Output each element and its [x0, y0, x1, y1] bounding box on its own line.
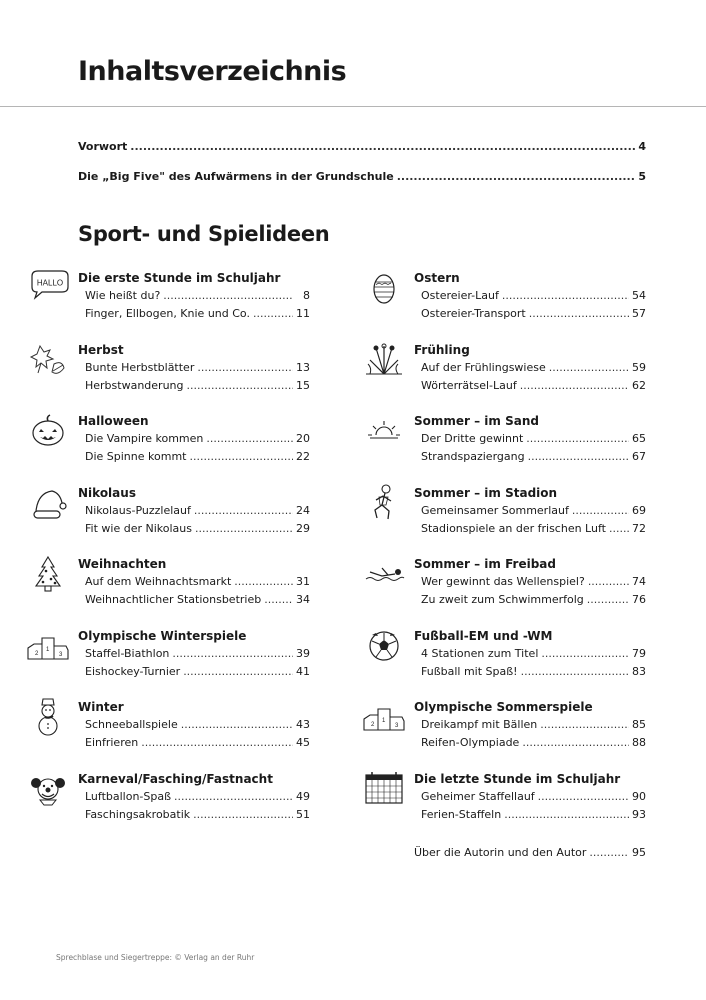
- page-number: 59: [632, 360, 646, 374]
- spring-flowers-icon: [362, 340, 406, 380]
- page-number: 43: [296, 718, 310, 731]
- dot-leader: [588, 573, 629, 591]
- toc-column-right: [371, 270, 646, 842]
- toc-entry-title: Reifen-Olympiade: [421, 736, 520, 749]
- page-number: 67: [632, 450, 646, 463]
- chapter-title[interactable]: Sommer – im Sand: [414, 414, 539, 428]
- dot-leader: [183, 663, 293, 681]
- page-number: 4: [638, 140, 646, 153]
- chapter-title[interactable]: Fußball-EM und -WM: [414, 628, 553, 643]
- toc-entry-title: Luftballon-Spaß: [85, 789, 172, 803]
- svg-text:2: 2: [371, 722, 375, 728]
- toc-entry[interactable]: [78, 377, 310, 395]
- toc-entry-title: Faschingsakrobatik: [85, 807, 191, 821]
- chapter-title[interactable]: Herbst: [78, 342, 124, 357]
- toc-entry[interactable]: [78, 663, 310, 681]
- dot-leader: [141, 734, 293, 752]
- toc-entry[interactable]: [414, 788, 646, 806]
- toc-entry[interactable]: [78, 430, 310, 448]
- dot-leader: [521, 663, 629, 681]
- chapter-title[interactable]: Die letzte Stunde im Schuljahr: [414, 771, 621, 786]
- toc-entry-title: Fit wie der Nikolaus: [85, 521, 192, 535]
- page-number: 41: [296, 664, 310, 678]
- toc-entry-title: Auf dem Weihnachtsmarkt: [85, 575, 232, 588]
- page-number: 22: [296, 450, 310, 463]
- section-heading: Sport- und Spielideen: [78, 222, 330, 246]
- toc-entry-author-note[interactable]: [414, 844, 646, 862]
- toc-entry-title: Stadionspiele an der frischen Luft: [421, 521, 606, 535]
- toc-entry-big-five[interactable]: [78, 170, 646, 200]
- toc-entry-title: 4 Stationen zum Titel: [421, 646, 539, 660]
- dot-leader: [206, 430, 293, 448]
- toc-entry[interactable]: [414, 448, 646, 466]
- page-title: Inhaltsverzeichnis: [78, 56, 347, 87]
- toc-entry[interactable]: [414, 305, 646, 323]
- dot-leader: [587, 591, 629, 609]
- toc-entry[interactable]: [414, 359, 646, 377]
- toc-chapter: [414, 771, 646, 843]
- toc-entry[interactable]: [414, 377, 646, 395]
- dot-leader: [174, 788, 293, 806]
- pumpkin-icon: [26, 411, 70, 451]
- page-number: 8: [303, 289, 310, 302]
- toc-entry[interactable]: [78, 502, 310, 520]
- toc-entry[interactable]: [78, 788, 310, 806]
- toc-entry-title: Geheimer Staffellauf: [421, 789, 535, 803]
- christmas-tree-icon: [26, 554, 70, 594]
- toc-entry-title: Die Spinne kommt: [85, 450, 187, 463]
- page-number: 13: [296, 360, 310, 374]
- page-number: 95: [632, 846, 646, 859]
- toc-entry-title: Herbstwanderung: [85, 378, 184, 392]
- page-number: 69: [632, 503, 646, 517]
- toc-entry[interactable]: [414, 734, 646, 752]
- clown-icon: [26, 769, 70, 809]
- toc-entry[interactable]: [414, 573, 646, 591]
- toc-chapter: [36, 270, 310, 342]
- chapter-title[interactable]: Frühling: [414, 342, 470, 357]
- page-number: 49: [296, 789, 310, 803]
- toc-entry[interactable]: [414, 287, 646, 305]
- chapter-title[interactable]: Olympische Sommerspiele: [414, 700, 593, 714]
- football-icon: [362, 626, 406, 666]
- page-number: 79: [632, 646, 646, 660]
- toc-entry[interactable]: [78, 520, 310, 538]
- dot-leader: [130, 140, 635, 153]
- dot-leader: [589, 844, 629, 862]
- toc-chapter: [78, 413, 310, 485]
- toc-chapter: [78, 556, 310, 628]
- podium-icon: [26, 626, 70, 666]
- title-divider: [0, 106, 706, 107]
- chapter-title[interactable]: Die erste Stunde im Schuljahr: [78, 271, 281, 285]
- toc-entry-title: Wie heißt du?: [85, 289, 161, 302]
- toc-entry-title: Über die Autorin und den Autor: [414, 846, 587, 859]
- toc-chapter: [414, 413, 646, 485]
- page-number: 57: [632, 307, 646, 320]
- page-number: 85: [632, 718, 646, 731]
- page-number: 51: [296, 807, 310, 821]
- dot-leader: [195, 520, 293, 538]
- dot-leader: [181, 716, 293, 734]
- dot-leader: [538, 788, 629, 806]
- speech-bubble-text: HALLO: [36, 278, 64, 288]
- page-number: 83: [632, 664, 646, 678]
- toc-entry-title: Eishockey-Turnier: [85, 664, 181, 678]
- toc-entry-title: Fußball mit Spaß!: [421, 664, 518, 678]
- toc-entry[interactable]: [78, 573, 310, 591]
- intro-list: [78, 140, 646, 200]
- toc-entry-title: Strandspaziergang: [421, 450, 525, 463]
- chapter-title[interactable]: Olympische Winterspiele: [78, 628, 247, 643]
- dot-leader: [549, 359, 629, 377]
- page-number: 54: [632, 289, 646, 302]
- page-number: 11: [296, 307, 310, 320]
- toc-entry-title: Einfrieren: [85, 736, 139, 749]
- toc-entry[interactable]: [414, 430, 646, 448]
- toc-entry-title: Auf der Frühlingswiese: [421, 360, 546, 374]
- toc-chapter: [414, 628, 646, 700]
- toc-entry-title: Nikolaus-Puzzlelauf: [85, 503, 191, 517]
- toc-entry-title: Ostereier-Lauf: [421, 289, 499, 302]
- runner-icon: [362, 483, 406, 523]
- toc-entry[interactable]: [78, 305, 310, 323]
- toc-entry-title: Ostereier-Transport: [421, 307, 526, 320]
- toc-chapter: [414, 556, 646, 628]
- toc-entry[interactable]: [78, 448, 310, 466]
- toc-entry[interactable]: [78, 359, 310, 377]
- toc-entry-title: Weihnachtlicher Stationsbetrieb: [85, 593, 262, 606]
- snowman-icon: [26, 697, 70, 737]
- toc-entry[interactable]: [414, 645, 646, 663]
- chapter-title[interactable]: Weihnachten: [78, 557, 167, 571]
- podium-icon: [362, 697, 406, 737]
- dot-leader: [609, 520, 629, 538]
- toc-entry-title: Wörterrätsel-Lauf: [421, 378, 517, 392]
- autumn-leaves-icon: [26, 340, 70, 380]
- toc-chapter: [35, 628, 310, 700]
- dot-leader: [187, 377, 294, 395]
- toc-entry[interactable]: [414, 591, 646, 609]
- toc-entry[interactable]: [78, 734, 310, 752]
- santa-hat-icon: [26, 483, 70, 523]
- dot-leader: [264, 591, 293, 609]
- toc-chapter: [414, 342, 646, 414]
- dot-leader: [520, 377, 629, 395]
- svg-text:1: 1: [382, 718, 386, 724]
- toc-entry[interactable]: [414, 502, 646, 520]
- toc-column-left: [35, 270, 310, 842]
- toc-entry-vorwort[interactable]: [78, 140, 646, 170]
- toc-entry[interactable]: [78, 645, 310, 663]
- toc-entry-title: Schneeballspiele: [85, 718, 178, 731]
- speech-bubble-icon: [26, 268, 70, 308]
- dot-leader: [194, 502, 293, 520]
- chapter-title[interactable]: Winter: [78, 700, 124, 714]
- dot-leader: [541, 645, 629, 663]
- page-number: 20: [296, 432, 310, 445]
- chapter-title[interactable]: Nikolaus: [78, 485, 136, 500]
- toc-chapter: [371, 699, 646, 771]
- chapter-title[interactable]: Sommer – im Freibad: [414, 557, 556, 571]
- svg-text:3: 3: [395, 723, 399, 729]
- dot-leader: [197, 359, 293, 377]
- toc-chapter: [414, 270, 646, 342]
- swimmer-icon: [362, 554, 406, 594]
- dot-leader: [234, 573, 293, 591]
- toc-chapter: [78, 771, 310, 843]
- page-number: 72: [632, 521, 646, 535]
- toc-entry[interactable]: [78, 716, 310, 734]
- toc-entry-title: Staffel-Biathlon: [85, 646, 170, 660]
- toc-chapter: [78, 485, 310, 557]
- toc-entry-title: Gemeinsamer Sommerlauf: [421, 503, 569, 517]
- page-number: 93: [632, 807, 646, 821]
- dot-leader: [528, 448, 629, 466]
- svg-text:2: 2: [35, 650, 39, 657]
- page-number: 39: [296, 646, 310, 660]
- toc-entry-title: Der Dritte gewinnt: [421, 432, 524, 445]
- toc-entry[interactable]: [78, 287, 310, 305]
- toc-entry-title: Finger, Ellbogen, Knie und Co.: [85, 307, 250, 320]
- toc-chapter: [78, 342, 310, 414]
- page-number: 65: [632, 432, 646, 445]
- page-number: 29: [296, 521, 310, 535]
- toc-entry[interactable]: [414, 520, 646, 538]
- chapter-title[interactable]: Sommer – im Stadion: [414, 485, 558, 500]
- svg-text:1: 1: [46, 646, 50, 653]
- toc-entry-title: Wer gewinnt das Wellenspiel?: [421, 575, 585, 588]
- toc-entry[interactable]: [414, 806, 646, 824]
- toc-entry-title: Zu zweit zum Schwimmerfolg: [421, 593, 584, 606]
- toc-entry-title: Dreikampf mit Bällen: [421, 718, 538, 731]
- dot-leader: [572, 502, 629, 520]
- toc-entry-title: Ferien-Staffeln: [421, 807, 502, 821]
- easter-egg-icon: [362, 268, 406, 308]
- page-number: 45: [296, 736, 310, 749]
- page-number: 74: [632, 575, 646, 588]
- toc-entry-title: Die „Big Five" des Aufwärmens in der Grundschule: [78, 170, 394, 183]
- toc-chapter: [78, 699, 310, 771]
- dot-leader: [172, 645, 293, 663]
- dot-leader: [504, 806, 629, 824]
- svg-text:3: 3: [59, 651, 63, 658]
- chapter-title[interactable]: Halloween: [78, 414, 149, 428]
- dot-leader: [502, 287, 629, 305]
- toc-entry[interactable]: [414, 663, 646, 681]
- dot-leader: [529, 305, 629, 323]
- sun-icon: [362, 411, 406, 451]
- page-number: 62: [632, 378, 646, 392]
- dot-leader: [540, 716, 629, 734]
- chapter-title[interactable]: Karneval/Fasching/Fastnacht: [78, 771, 273, 786]
- dot-leader: [193, 806, 293, 824]
- page-number: 15: [296, 378, 310, 392]
- page-number: 76: [632, 593, 646, 606]
- toc-entry-title: Vorwort: [78, 140, 128, 153]
- dot-leader: [163, 287, 293, 305]
- toc-entry[interactable]: [78, 591, 310, 609]
- dot-leader: [253, 305, 293, 323]
- toc-chapter: [414, 485, 646, 557]
- dot-leader: [189, 448, 293, 466]
- calendar-icon: [362, 769, 406, 809]
- page-number: 24: [296, 503, 310, 517]
- toc-entry-title: Die Vampire kommen: [85, 432, 204, 445]
- page-number: 5: [638, 170, 646, 183]
- page-number: 88: [632, 736, 646, 749]
- dot-leader: [397, 170, 636, 183]
- toc-entry[interactable]: [414, 716, 646, 734]
- dot-leader: [526, 430, 629, 448]
- page-number: 90: [632, 789, 646, 803]
- footer-credit: Sprechblase und Siegertreppe: © Verlag an der Ruhr: [56, 953, 255, 962]
- toc-entry[interactable]: [78, 806, 310, 824]
- toc-entry-title: Bunte Herbstblätter: [85, 360, 195, 374]
- page-number: 34: [296, 593, 310, 606]
- page-number: 31: [296, 575, 310, 588]
- chapter-title[interactable]: Ostern: [414, 271, 460, 285]
- dot-leader: [522, 734, 629, 752]
